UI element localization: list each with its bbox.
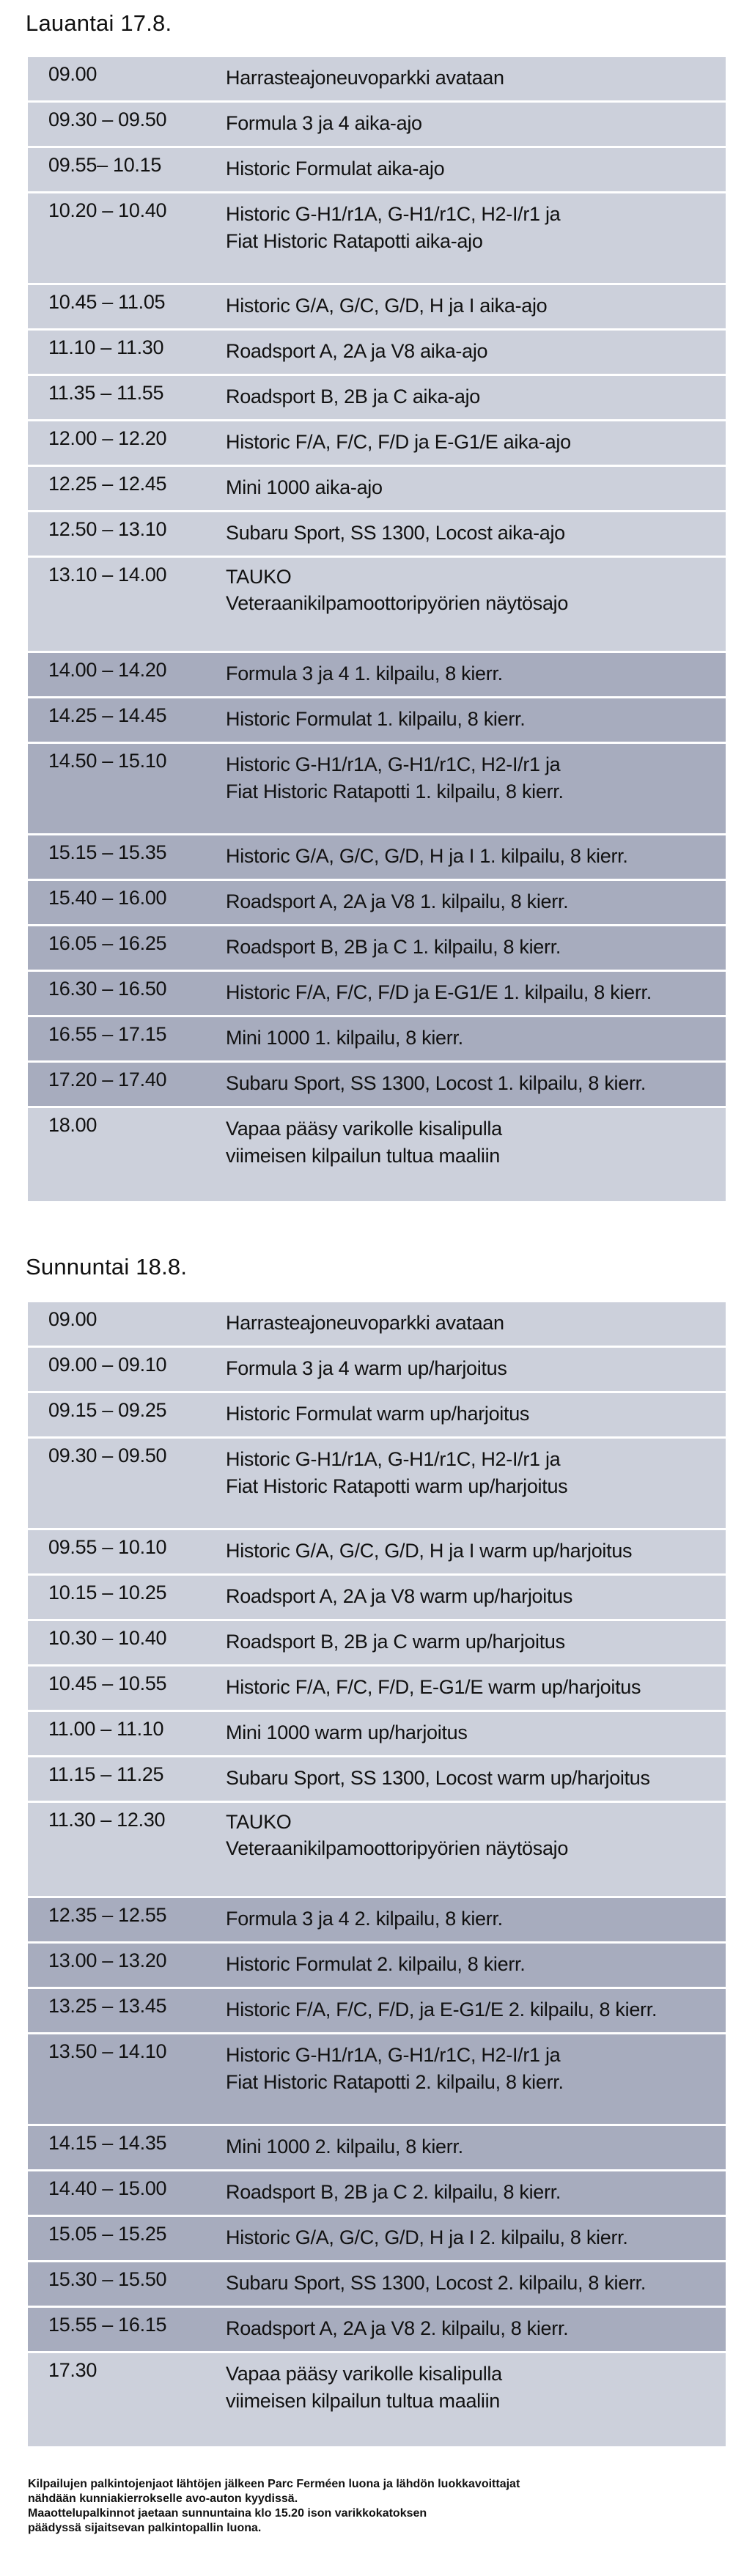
event-line: Fiat Historic Ratapotti 2. kilpailu, 8 kierr. (226, 2071, 564, 2093)
row-event (226, 376, 726, 419)
event-line: Mini 1000 warm up/harjoitus (226, 1721, 468, 1743)
row-time: 09.00 – 09.10 (48, 1354, 167, 1376)
schedule-row (28, 2353, 726, 2448)
event-line: Formula 3 ja 4 2. kilpailu, 8 kierr. (226, 1908, 503, 1930)
schedule-row (28, 653, 726, 698)
row-event (226, 1757, 726, 1801)
schedule-row (28, 2262, 726, 2308)
sunday-title: Sunnuntai 18.8. (26, 1254, 188, 1280)
schedule-row (28, 1439, 726, 1530)
footnote-line: nähdään kunniakierrokselle avo-auton kyydissä. (28, 2492, 298, 2505)
row-event (226, 1439, 726, 1528)
row-time: 09.55 – 10.10 (48, 1536, 167, 1558)
schedule-row (28, 972, 726, 1017)
row-event (226, 57, 726, 100)
row-time: 15.55 – 16.15 (48, 2314, 167, 2336)
row-time: 12.25 – 12.45 (48, 473, 167, 495)
schedule-row (28, 2308, 726, 2353)
row-time: 13.25 – 13.45 (48, 1995, 167, 2017)
row-event (226, 1712, 726, 1755)
event-line: Harrasteajoneuvoparkki avataan (226, 1312, 504, 1334)
row-time: 10.30 – 10.40 (48, 1627, 167, 1649)
event-line: Historic F/A, F/C, F/D ja E-G1/E 1. kilpailu, 8 kierr. (226, 981, 652, 1003)
row-event (226, 1302, 726, 1346)
row-event (226, 835, 726, 879)
row-event (226, 1944, 726, 1987)
row-event (226, 1393, 726, 1436)
schedule-row (28, 103, 726, 148)
row-time: 14.15 – 14.35 (48, 2132, 167, 2154)
row-time: 13.00 – 13.20 (48, 1949, 167, 1971)
footnote-line: Maaottelupalkinnot jaetaan sunnuntaina klo 15.20 ison varikkokatoksen (28, 2507, 427, 2520)
row-time: 09.15 – 09.25 (48, 1399, 167, 1421)
schedule-row (28, 1348, 726, 1393)
row-event (226, 1108, 726, 1201)
row-event (226, 926, 726, 970)
row-event (226, 972, 726, 1015)
schedule-row (28, 1393, 726, 1439)
row-event (226, 2217, 726, 2260)
schedule-row (28, 2034, 726, 2126)
event-line: Historic Formulat 1. kilpailu, 8 kierr. (226, 708, 526, 730)
row-event (226, 1017, 726, 1060)
event-line: Fiat Historic Ratapotti aika-ajo (226, 230, 483, 252)
schedule-row (28, 512, 726, 558)
event-line: Roadsport B, 2B ja C aika-ajo (226, 385, 480, 407)
event-line: Vapaa pääsy varikolle kisalipulla (226, 2363, 502, 2385)
event-line: Roadsport A, 2A ja V8 warm up/harjoitus (226, 1585, 573, 1607)
row-event (226, 1898, 726, 1941)
row-event (226, 421, 726, 465)
row-time: 13.50 – 14.10 (48, 2040, 167, 2062)
event-line: Formula 3 ja 4 1. kilpailu, 8 kierr. (226, 663, 503, 684)
row-time: 14.50 – 15.10 (48, 750, 167, 772)
event-line: Roadsport A, 2A ja V8 aika-ajo (226, 340, 488, 362)
schedule-row (28, 1712, 726, 1757)
row-time: 15.30 – 15.50 (48, 2268, 167, 2290)
row-event (226, 1530, 726, 1573)
schedule-row (28, 1576, 726, 1621)
event-line: Historic Formulat warm up/harjoitus (226, 1403, 530, 1425)
row-event (226, 1576, 726, 1619)
schedule-row (28, 467, 726, 512)
event-line: Historic G-H1/r1A, G-H1/r1C, H2-I/r1 ja (226, 753, 561, 775)
event-line: Roadsport B, 2B ja C warm up/harjoitus (226, 1631, 565, 1653)
row-time: 16.05 – 16.25 (48, 932, 167, 954)
row-time: 10.45 – 10.55 (48, 1672, 167, 1694)
row-time: 10.15 – 10.25 (48, 1582, 167, 1603)
schedule-row (28, 744, 726, 835)
row-time: 15.15 – 15.35 (48, 841, 167, 863)
sunday-schedule-table (28, 1302, 726, 2448)
row-time: 10.20 – 10.40 (48, 199, 167, 221)
event-line: Subaru Sport, SS 1300, Locost 1. kilpailu, 8 kierr. (226, 1072, 647, 1094)
schedule-row (28, 2217, 726, 2262)
row-event (226, 331, 726, 374)
row-time: 12.00 – 12.20 (48, 427, 167, 449)
schedule-row (28, 698, 726, 744)
event-line: TAUKO (226, 566, 292, 588)
event-line: Historic Formulat 2. kilpailu, 8 kierr. (226, 1953, 526, 1975)
event-line: Roadsport B, 2B ja C 1. kilpailu, 8 kierr. (226, 936, 561, 958)
row-time: 14.25 – 14.45 (48, 704, 167, 726)
schedule-row (28, 1017, 726, 1063)
event-line: Historic G/A, G/C, G/D, H ja I 2. kilpailu, 8 kierr. (226, 2226, 628, 2248)
row-event (226, 1803, 726, 1896)
row-time: 09.00 (48, 1308, 97, 1330)
event-line: Subaru Sport, SS 1300, Locost warm up/harjoitus (226, 1767, 650, 1789)
saturday-title: Lauantai 17.8. (26, 10, 172, 36)
row-time: 09.30 – 09.50 (48, 108, 167, 130)
event-line: Historic G/A, G/C, G/D, H ja I warm up/harjoitus (226, 1540, 633, 1562)
row-time: 13.10 – 14.00 (48, 564, 167, 586)
event-line: Historic G-H1/r1A, G-H1/r1C, H2-I/r1 ja (226, 2044, 561, 2066)
schedule-row (28, 1621, 726, 1667)
event-line: Fiat Historic Ratapotti warm up/harjoitus (226, 1475, 568, 1497)
row-time: 12.35 – 12.55 (48, 1904, 167, 1926)
event-line: Mini 1000 aika-ajo (226, 476, 383, 498)
event-line: Historic F/A, F/C, F/D, ja E-G1/E 2. kilpailu, 8 kierr. (226, 1999, 658, 2020)
schedule-row (28, 1063, 726, 1108)
schedule-row (28, 1898, 726, 1944)
row-event (226, 103, 726, 146)
event-line: Roadsport A, 2A ja V8 2. kilpailu, 8 kierr. (226, 2317, 569, 2339)
row-event (226, 2171, 726, 2215)
schedule-row (28, 1530, 726, 1576)
saturday-schedule-table (28, 57, 726, 1203)
schedule-row (28, 2171, 726, 2217)
event-line: viimeisen kilpailun tultua maaliin (226, 2390, 500, 2412)
row-event (226, 2308, 726, 2351)
row-event (226, 193, 726, 283)
row-time: 18.00 (48, 1114, 97, 1136)
row-time: 16.30 – 16.50 (48, 978, 167, 1000)
row-event (226, 698, 726, 742)
row-time: 14.40 – 15.00 (48, 2177, 167, 2199)
row-event (226, 2262, 726, 2306)
event-line: Formula 3 ja 4 aika-ajo (226, 112, 422, 134)
row-event (226, 512, 726, 556)
event-line: Historic F/A, F/C, F/D, E-G1/E warm up/harjoitus (226, 1676, 641, 1698)
row-time: 17.30 (48, 2359, 97, 2381)
row-event (226, 744, 726, 833)
row-time: 11.15 – 11.25 (48, 1763, 164, 1785)
schedule-row (28, 1108, 726, 1203)
row-event (226, 285, 726, 328)
footnote-line: Kilpailujen palkintojenjaot lähtöjen jälkeen Parc Ferméen luona ja lähdön luokkavoittajat (28, 2478, 520, 2490)
event-line: Subaru Sport, SS 1300, Locost 2. kilpailu, 8 kierr. (226, 2272, 647, 2294)
row-event (226, 1621, 726, 1664)
event-line: Veteraanikilpamoottoripyörien näytösajo (226, 592, 569, 614)
row-time: 16.55 – 17.15 (48, 1023, 167, 1045)
row-time: 15.05 – 15.25 (48, 2223, 167, 2245)
row-event (226, 148, 726, 191)
schedule-row (28, 1803, 726, 1898)
schedule-row (28, 1667, 726, 1712)
row-time: 09.00 (48, 63, 97, 85)
event-line: Subaru Sport, SS 1300, Locost aika-ajo (226, 522, 565, 544)
schedule-row (28, 376, 726, 421)
schedule-row (28, 57, 726, 103)
schedule-row (28, 2126, 726, 2171)
event-line: Roadsport A, 2A ja V8 1. kilpailu, 8 kierr. (226, 890, 569, 912)
schedule-row (28, 835, 726, 881)
footnote (28, 2477, 724, 2536)
row-event (226, 558, 726, 651)
schedule-row (28, 148, 726, 193)
event-line: Historic G-H1/r1A, G-H1/r1C, H2-I/r1 ja (226, 203, 561, 225)
schedule-row (28, 926, 726, 972)
schedule-row (28, 558, 726, 653)
event-line: viimeisen kilpailun tultua maaliin (226, 1145, 500, 1167)
schedule-row (28, 881, 726, 926)
event-line: Historic Formulat aika-ajo (226, 158, 445, 180)
event-line: Veteraanikilpamoottoripyörien näytösajo (226, 1837, 569, 1859)
event-line: Mini 1000 1. kilpailu, 8 kierr. (226, 1027, 463, 1049)
row-event (226, 2034, 726, 2124)
row-event (226, 2353, 726, 2446)
row-time: 11.35 – 11.55 (48, 382, 164, 404)
row-event (226, 881, 726, 924)
row-time: 12.50 – 13.10 (48, 518, 167, 540)
row-time: 10.45 – 11.05 (48, 291, 166, 313)
event-line: Historic G/A, G/C, G/D, H ja I 1. kilpailu, 8 kierr. (226, 845, 628, 867)
schedule-row (28, 193, 726, 285)
row-time: 14.00 – 14.20 (48, 659, 167, 681)
row-event (226, 2126, 726, 2169)
schedule-row (28, 1757, 726, 1803)
schedule-row (28, 331, 726, 376)
event-line: Fiat Historic Ratapotti 1. kilpailu, 8 kierr. (226, 780, 564, 802)
row-time: 09.30 – 09.50 (48, 1444, 167, 1466)
row-event (226, 1063, 726, 1106)
schedule-row (28, 421, 726, 467)
row-time: 11.10 – 11.30 (48, 336, 164, 358)
event-line: Harrasteajoneuvoparkki avataan (226, 67, 504, 89)
schedule-row (28, 285, 726, 331)
event-line: TAUKO (226, 1811, 292, 1833)
row-time: 11.30 – 12.30 (48, 1809, 166, 1831)
row-event (226, 653, 726, 696)
row-time: 17.20 – 17.40 (48, 1069, 167, 1090)
schedule-row (28, 1989, 726, 2034)
row-time: 09.55– 10.15 (48, 154, 162, 176)
event-line: Historic G-H1/r1A, G-H1/r1C, H2-I/r1 ja (226, 1448, 561, 1470)
event-line: Vapaa pääsy varikolle kisalipulla (226, 1118, 502, 1140)
event-line: Formula 3 ja 4 warm up/harjoitus (226, 1357, 507, 1379)
event-line: Historic G/A, G/C, G/D, H ja I aika-ajo (226, 295, 548, 317)
row-time: 15.40 – 16.00 (48, 887, 167, 909)
row-event (226, 1989, 726, 2032)
event-line: Historic F/A, F/C, F/D ja E-G1/E aika-ajo (226, 431, 571, 453)
row-time: 11.00 – 11.10 (48, 1718, 164, 1740)
row-event (226, 1348, 726, 1391)
row-event (226, 1667, 726, 1710)
event-line: Roadsport B, 2B ja C 2. kilpailu, 8 kierr. (226, 2181, 561, 2203)
schedule-row (28, 1302, 726, 1348)
schedule-row (28, 1944, 726, 1989)
row-event (226, 467, 726, 510)
event-line: Mini 1000 2. kilpailu, 8 kierr. (226, 2136, 463, 2158)
footnote-line: päädyssä sijaitsevan palkintopallin luona. (28, 2522, 262, 2534)
